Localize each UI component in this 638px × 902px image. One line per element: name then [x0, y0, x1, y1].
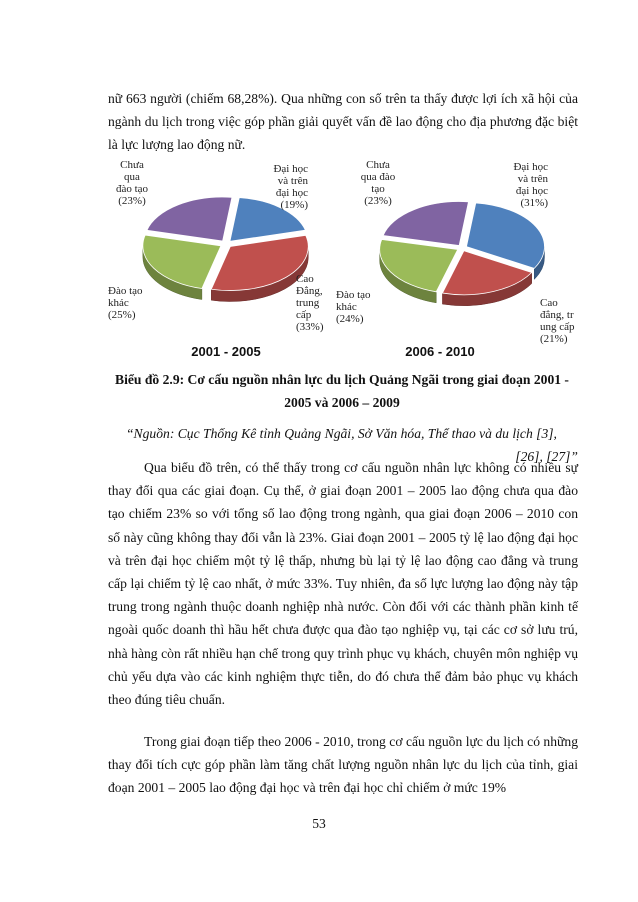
analysis-paragraph: Qua biểu đồ trên, có thể thấy trong cơ cấu nguồn nhân lực không có nhiều sự thay đổi qua các giai đoạn. Cụ thể, ở giai đoạn 2001 – 2005 lao động chưa qua đào tạo chiếm 23% so với tổng số lao động trong ngành, qua giai đoạn 2006 – 2010 con số này cũng không thay đổi vẫn là 23%. Giai đoạn 2001 – 2005 tỷ lệ lao động đại học và trên đại học chiếm một tỷ lệ thấp, nhưng bù lại tỷ lệ lao động cao đẳng và trung cấp lại chiếm tỷ lệ cao nhất, ở mức 33%. Tuy nhiên, đa số lực lượng lao động này tập trung trong ngành thuộc doanh nghiệp nhà nước. Còn đối với các thành phần kinh tế ngoài quốc doanh thì hầu hết chưa được qua đào tạo nghiệp vụ, tại các cơ sở lưu trú, nhà hàng còn rất nhiều hạn chế trong quy trình phục vụ khách, chuyên môn nghiệp vụ chủ yếu dựa vào các kinh nghiệm thực tiễn, do đó chưa thể đảm bảo phục vụ khách theo đúng tiêu chuẩn. [108, 460, 578, 708]
pie-2-title: 2006 - 2010 [405, 344, 475, 359]
chart-source-line-1: “Nguồn: Cục Thống Kê tỉnh Quảng Ngãi, Sở Văn hóa, Thể thao và du lịch [3], [126, 426, 557, 441]
pie-2-slice-1-label: Đại học và trên đại học (31%) [513, 161, 548, 209]
pie-1-slice-3 [143, 235, 221, 288]
pie-1-slice-2-label: Cao Đẳng, trung cấp (33%) [296, 273, 324, 333]
pie-charts [108, 156, 578, 366]
pie-1-slice-1-label: Đại học và trên đại học (19%) [273, 163, 308, 211]
page-number: 53 [312, 816, 326, 831]
pie-2-slice-4-label: Chưa qua đào tạo (23%) [360, 159, 396, 207]
pie-1-slice-4-label: Chưa qua đào tạo (23%) [115, 159, 149, 207]
intro-paragraph: nữ 663 người (chiếm 68,28%). Qua những con số trên ta thấy được lợi ích xã hội của ngành du lịch trong việc góp phần giải quyết vấn đề lao động cho địa phương đặc biệt là lực lượng lao động nữ. [108, 91, 578, 153]
pie-2-slice-2-label: Cao đẳng, tr ung cấp (21%) [540, 297, 575, 345]
chart-caption-line-2: 2005 và 2006 – 2009 [284, 395, 400, 410]
pie-2-slice-3-label: Đào tạo khác (24%) [336, 289, 371, 325]
continuation-paragraph: Trong giai đoạn tiếp theo 2006 - 2010, trong cơ cấu nguồn lực du lịch có những thay đổi tích cực góp phần làm tăng chất lượng nguồn nhân lực du lịch của tỉnh, giai đoạn 2001 – 2005 lao động đại học và trên đại học chỉ chiếm ở mức 19% [108, 734, 578, 796]
chart-source-line-2: [26], [27]” [515, 449, 578, 464]
pie-1-title: 2001 - 2005 [191, 344, 261, 359]
pie-1-slice-4 [147, 197, 232, 241]
chart-caption-line-1: Biểu đồ 2.9: Cơ cấu nguồn nhân lực du lịch Quảng Ngãi trong giai đoạn 2001 - [115, 372, 569, 387]
pie-1-slice-3-label: Đào tạo khác (25%) [108, 285, 143, 321]
pie-2-slice-4 [383, 202, 468, 246]
